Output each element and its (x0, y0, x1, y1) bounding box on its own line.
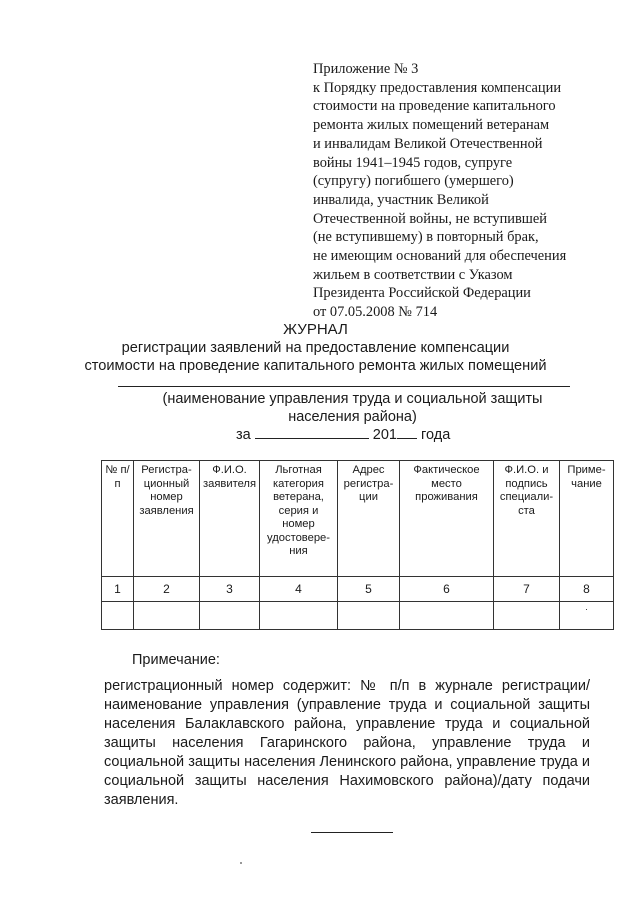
number-cell: 3 (200, 577, 260, 602)
header-cell: Фактическое место проживания (400, 461, 494, 577)
header-cell: Льготная категория ветерана, серия и номер удостовере-ния (260, 461, 338, 577)
number-cell: 1 (102, 577, 134, 602)
note-title: Примечание: (132, 652, 220, 668)
appendix-line: ремонта жилых помещений ветеранам (313, 117, 550, 134)
appendix-line: инвалида, участник Великой (313, 191, 489, 208)
end-divider (311, 832, 393, 833)
journal-title: ЖУРНАЛ (283, 321, 348, 338)
appendix-line: стоимости на проведение капитального (313, 98, 556, 115)
appendix-line: Приложение № 3 (313, 61, 419, 77)
journal-subtitle-line-2: стоимости на проведение капитального ремонта жилых помещений (84, 358, 547, 374)
empty-cell (400, 602, 494, 630)
empty-cell (134, 602, 200, 630)
scan-speck (240, 862, 242, 864)
header-cell: Адрес регистра-ции (338, 461, 400, 577)
period-year-prefix: 201 (372, 427, 397, 443)
appendix-line: к Порядку предоставления компенсации (313, 79, 562, 96)
period-line (236, 426, 450, 443)
organization-blank-line (118, 386, 570, 387)
appendix-line: жильем в соответствии с Указом (313, 266, 513, 283)
header-cell: № п/п (102, 461, 134, 577)
appendix-line: войны 1941–1945 годов, супруге (313, 154, 513, 171)
period-suffix: года (421, 427, 451, 443)
period-blank (255, 426, 369, 439)
table-header-row (102, 461, 614, 577)
empty-cell (200, 602, 260, 630)
number-cell: 8 (560, 577, 614, 602)
number-cell: 7 (494, 577, 560, 602)
header-cell: Регистра-ционный номер заявления (134, 461, 200, 577)
empty-cell (560, 602, 614, 630)
empty-cell (102, 602, 134, 630)
appendix-line: от 07.05.2008 № 714 (313, 304, 438, 321)
number-cell: 5 (338, 577, 400, 602)
header-cell: Приме-чание (560, 461, 614, 577)
table-empty-row (102, 602, 614, 630)
empty-row-mark: . (585, 602, 588, 612)
header-cell: Ф.И.О. и подпись специали-ста (494, 461, 560, 577)
journal-subtitle-line-1: регистрации заявлений на предоставление компенсации (121, 340, 510, 356)
appendix-line: и инвалидам Великой Отечественной (313, 135, 543, 152)
period-prefix: за (236, 427, 251, 443)
appendix-block (313, 60, 613, 322)
number-cell: 6 (400, 577, 494, 602)
empty-cell (338, 602, 400, 630)
empty-cell (494, 602, 560, 630)
organization-caption-line-1: (наименование управления труда и социальной защиты (162, 391, 543, 407)
header-cell: Ф.И.О. заявителя (200, 461, 260, 577)
appendix-line: не имеющим оснований для обеспечения (313, 248, 567, 265)
empty-cell (260, 602, 338, 630)
year-blank (397, 426, 417, 439)
table-number-row (102, 577, 614, 602)
appendix-line: (супругу) погибшего (умершего) (313, 173, 514, 190)
number-cell: 4 (260, 577, 338, 602)
appendix-line: (не вступившему) в повторный брак, (313, 229, 539, 246)
organization-caption-line-2: населения района) (288, 409, 417, 425)
journal-table (101, 460, 614, 630)
number-cell: 2 (134, 577, 200, 602)
appendix-line: Отечественной войны, не вступившей (313, 210, 547, 227)
note-body: регистрационный номер содержит: № п/п в журнале регистрации/наименование управления (управление труда и социальной защиты населения Балаклавского района, управление труда и социальной защиты населения Гагаринского района, управление труда и социальной защиты населения Ленинского района, управление труда и социальной защиты населения Нахимовского района)/дату подачи заявления. (104, 678, 590, 808)
appendix-line: Президента Российской Федерации (313, 285, 531, 302)
